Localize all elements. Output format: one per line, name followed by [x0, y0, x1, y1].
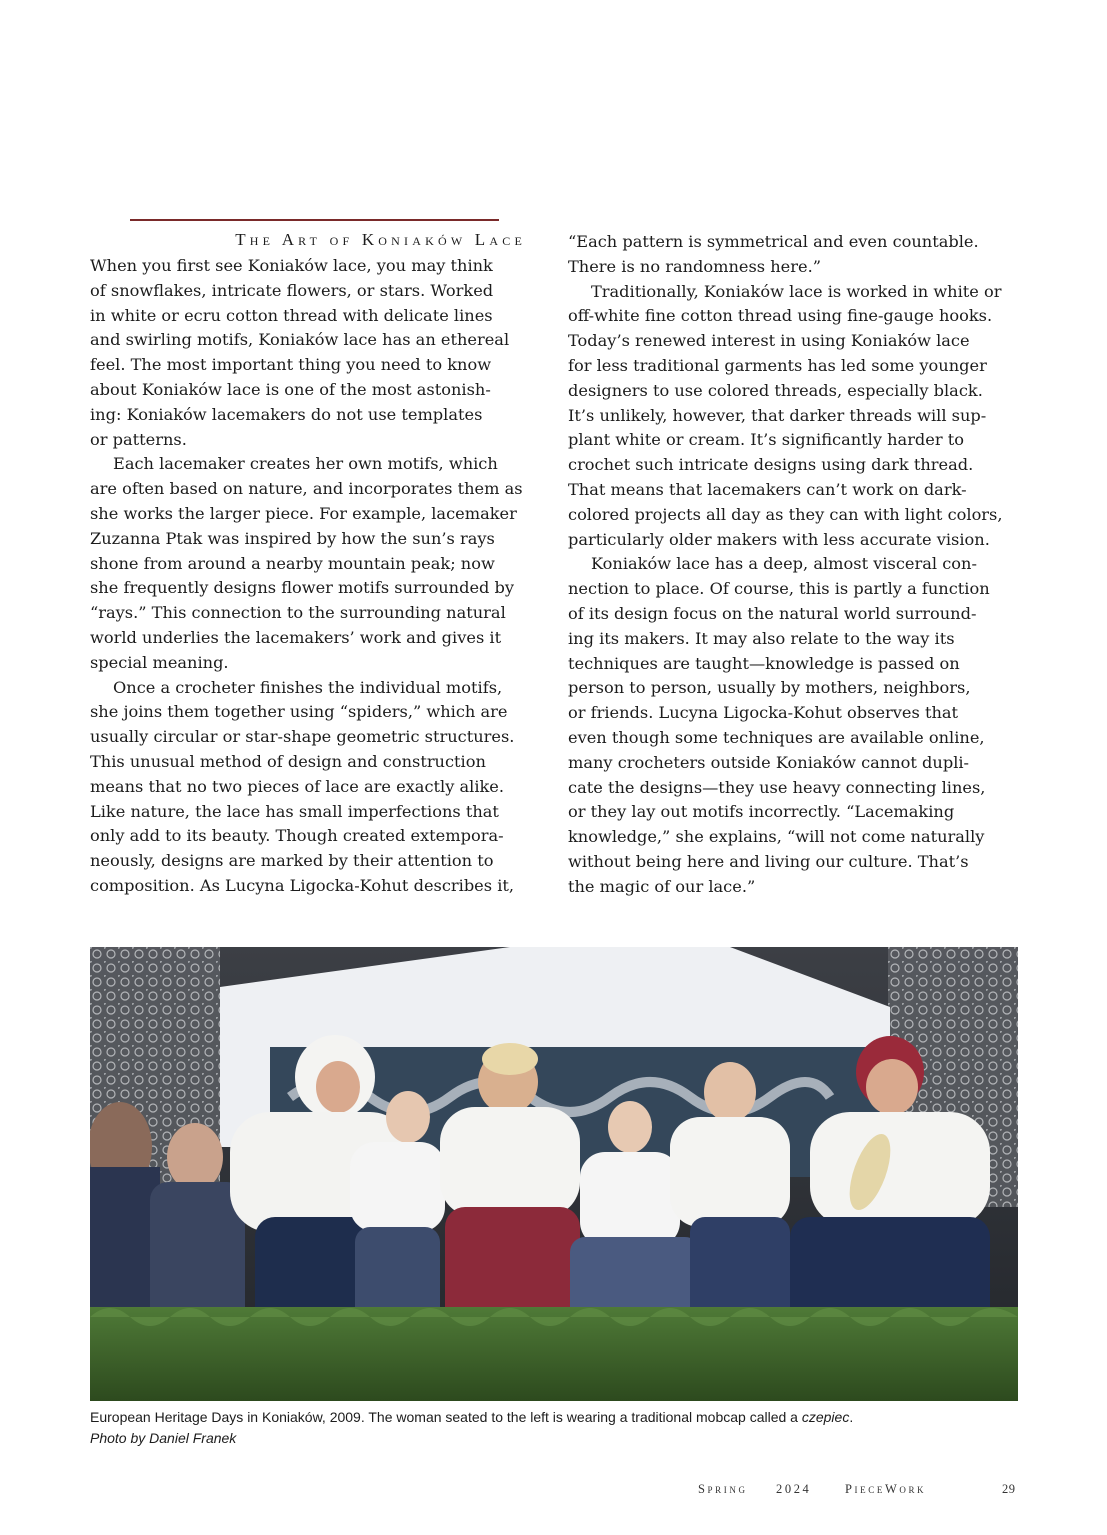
text-line: That means that lacemakers can’t work on dark- [568, 479, 967, 499]
caption-term: czepiec [801, 1409, 850, 1425]
text-line: for less traditional garments has led some younger [568, 355, 987, 375]
text-line: usually circular or star-shape geometric structures. [90, 727, 515, 747]
text-line: she works the larger piece. For example, lacemaker [90, 503, 517, 523]
right-column [568, 230, 1020, 900]
footer-year: 2024 [776, 1482, 812, 1496]
text-line: Today’s renewed interest in using Koniaków lace [568, 331, 970, 351]
text-line: of its design focus on the natural world surround- [568, 603, 977, 623]
text-line: Traditionally, Koniaków lace is worked in white or [591, 281, 1002, 301]
text-line: Once a crocheter finishes the individual motifs, [113, 677, 503, 697]
text-line: Like nature, the lace has small imperfections that [90, 801, 499, 821]
text-line: special meaning. [90, 652, 229, 672]
footer-season: Spring [698, 1482, 748, 1496]
text-line: she joins them together using “spiders,” which are [90, 702, 508, 722]
text-line: When you first see Koniaków lace, you may think [90, 256, 493, 275]
text-line: even though some techniques are available online, [568, 727, 985, 747]
caption-text: European Heritage Days in Koniaków, 2009. The woman seated to the left is wearing a traditional mobcap called a [90, 1409, 802, 1425]
text-line: or they lay out motifs incorrectly. “Lacemaking [568, 802, 955, 822]
text-line: are often based on nature, and incorporates them as [90, 479, 523, 499]
photo-lacemakers [90, 947, 1018, 1401]
text-line: composition. As Lucyna Ligocka-Kohut describes it, [90, 875, 515, 895]
text-line: or friends. Lucyna Ligocka-Kohut observes that [568, 703, 959, 723]
text-line: person to person, usually by mothers, neighbors, [568, 678, 971, 698]
text-line: Each lacemaker creates her own motifs, which [113, 454, 498, 474]
text-line: There is no randomness here.” [568, 256, 821, 276]
text-line: ing its makers. It may also relate to the way its [568, 628, 955, 648]
text-line: designers to use colored threads, especially black. [568, 380, 983, 400]
text-line: and swirling motifs, Koniaków lace has an ethereal [90, 330, 510, 350]
text-line: particularly older makers with less accurate vision. [568, 529, 990, 549]
text-line: without being here and living our culture. That’s [568, 851, 969, 871]
text-line: off-white fine cotton thread using fine-gauge hooks. [568, 306, 993, 326]
photo-illustration [90, 947, 1018, 1401]
page-number: 29 [1002, 1482, 1016, 1496]
text-line: in white or ecru cotton thread with delicate lines [90, 305, 493, 325]
text-line: crochet such intricate designs using dark thread. [568, 455, 974, 475]
text-line: shone from around a nearby mountain peak; now [90, 553, 495, 573]
text-line: only add to its beauty. Though created extempora- [90, 826, 504, 846]
text-line: plant white or cream. It’s significantly harder to [568, 430, 965, 450]
left-column [90, 254, 540, 899]
caption-end: . [849, 1409, 854, 1425]
text-line: This unusual method of design and construction [90, 751, 486, 771]
text-line: “rays.” This connection to the surrounding natural [90, 603, 506, 623]
text-line: of snowflakes, intricate flowers, or stars. Worked [90, 280, 494, 300]
footer-magazine: PieceWork [845, 1482, 927, 1496]
text-line: It’s unlikely, however, that darker threads will sup- [568, 405, 987, 425]
text-line: ing: Koniaków lacemakers do not use templates [90, 404, 483, 424]
text-line: Zuzanna Ptak was inspired by how the sun’s rays [90, 528, 495, 548]
text-line: “Each pattern is symmetrical and even countable. [568, 232, 979, 251]
section-title: The Art of Koniaków Lace [235, 230, 526, 249]
text-line: means that no two pieces of lace are exactly alike. [90, 776, 505, 796]
text-line: she frequently designs flower motifs surrounded by [90, 578, 515, 598]
section-rule [130, 219, 499, 221]
text-line: Koniaków lace has a deep, almost visceral con- [591, 554, 977, 574]
text-line: techniques are taught—knowledge is passed on [568, 653, 960, 673]
text-line: colored projects all day as they can with light colors, [568, 504, 1003, 524]
photo-credit: Photo by Daniel Franek [90, 1430, 237, 1446]
text-line: knowledge,” she explains, “will not come naturally [568, 827, 985, 847]
text-line: world underlies the lacemakers’ work and gives it [90, 627, 502, 647]
text-line: feel. The most important thing you need to know [90, 355, 492, 375]
photo-caption [90, 1407, 1020, 1449]
text-line: cate the designs—they use heavy connecting lines, [568, 777, 986, 797]
text-line: neously, designs are marked by their attention to [90, 851, 494, 871]
text-line: or patterns. [90, 429, 187, 449]
text-line: many crocheters outside Koniaków cannot dupli- [568, 752, 970, 772]
text-line: about Koniaków lace is one of the most astonish- [90, 379, 491, 399]
text-line: nection to place. Of course, this is partly a function [568, 579, 990, 599]
text-line: the magic of our lace.” [568, 876, 756, 896]
